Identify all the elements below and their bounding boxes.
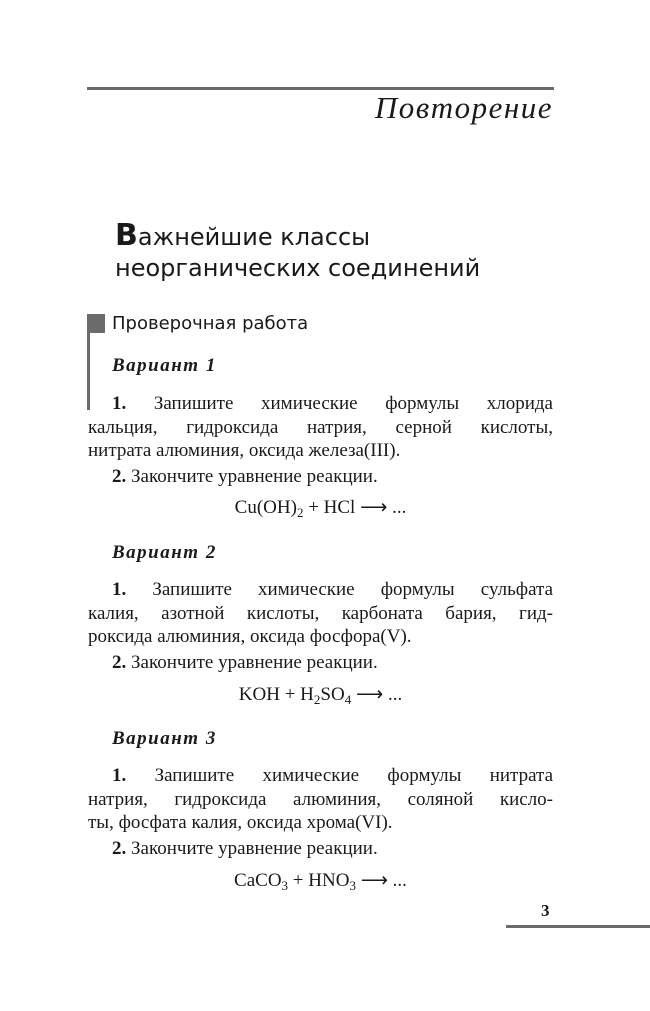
eq-sub: 3 (281, 878, 289, 893)
chapter-title (115, 220, 480, 284)
task-text: Закончите уравнение реакции. (131, 466, 378, 487)
title-line1: ажнейшие классы (137, 223, 371, 251)
title-initial: В (115, 218, 138, 253)
task-number: 2. (112, 652, 127, 673)
eq-part: + HCl ⟶ ... (303, 497, 407, 518)
text-line: натрия, гидроксида алюминия, соляной кисло- (88, 788, 553, 810)
task-text: Закончите уравнение реакции. (131, 838, 378, 859)
eq-part: ⟶ ... (351, 684, 403, 705)
variant-3-task-1 (88, 764, 553, 835)
eq-part: KOH + H (238, 684, 314, 705)
text-line: нитрата алюминия, оксида железа(III). (88, 440, 401, 461)
task-number: 2. (112, 838, 127, 859)
running-head: Повторение (374, 90, 553, 125)
title-line2: неорганических соединений (115, 254, 481, 282)
variant-3-task-2 (112, 838, 378, 860)
task-number: 1. (112, 579, 127, 600)
bottom-rule (506, 925, 650, 928)
text-line: Запишите химические формулы нитрата (154, 765, 553, 786)
task-number: 1. (112, 393, 127, 414)
eq-sub: 4 (344, 692, 352, 707)
variant-1-task-2 (112, 466, 378, 488)
eq-part: Cu(OH) (234, 497, 297, 518)
variant-2-equation (88, 683, 553, 708)
page-number: 3 (541, 901, 550, 920)
eq-sub: 2 (296, 505, 304, 520)
section-marker (87, 314, 105, 333)
text-line: ты, фосфата калия, оксида хрома(VI). (88, 812, 393, 833)
eq-sub: 3 (349, 878, 356, 893)
variant-3-equation (88, 869, 553, 894)
variant-1-task-1 (88, 392, 553, 463)
variant-2-task-1 (88, 578, 553, 649)
eq-part: ⟶ ... (355, 870, 407, 891)
variant-1-equation (88, 496, 553, 521)
text-line: роксида алюминия, оксида фосфора(V). (88, 626, 412, 647)
eq-sub: 2 (313, 692, 321, 707)
eq-part: + HNO (288, 870, 350, 891)
text-line: калия, азотной кислоты, карбоната бария, гид- (88, 602, 553, 624)
task-text: Закончите уравнение реакции. (131, 652, 378, 673)
text-line: Запишите химические формулы сульфата (152, 579, 553, 600)
eq-part: CaCO (234, 870, 282, 891)
eq-part: SO (320, 684, 345, 705)
variant-3-title: Вариант 3 (112, 728, 217, 749)
text-line: Запишите химические формулы хлорида (153, 393, 553, 414)
task-number: 1. (112, 765, 127, 786)
section-title: Проверочная работа (112, 313, 309, 334)
variant-2-task-2 (112, 652, 378, 674)
variant-1-title: Вариант 1 (112, 355, 217, 376)
text-line: кальция, гидроксида натрия, серной кислоты, (88, 416, 553, 438)
variant-2-title: Вариант 2 (112, 542, 217, 563)
task-number: 2. (112, 466, 127, 487)
